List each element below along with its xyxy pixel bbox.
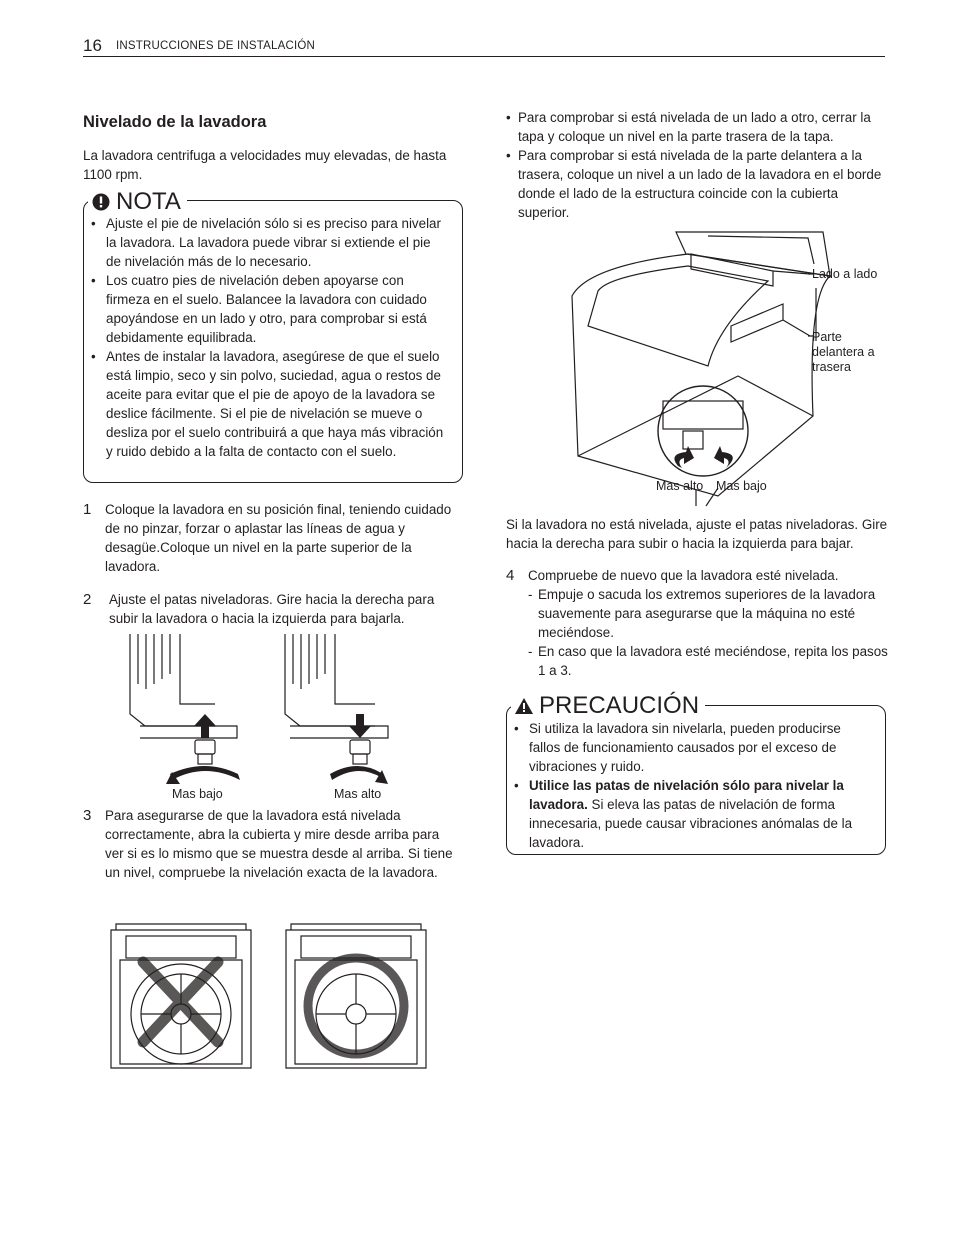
warning-triangle-icon bbox=[515, 698, 533, 714]
bullet-item: • Para comprobar si está nivelada de la parte delantera a la trasera, coloque un nivel a un lado de la lavadora en el borde donde el lado de la estructura coincide con la cubierta superior. bbox=[506, 146, 886, 222]
precaucion-box bbox=[506, 692, 886, 855]
step-text: Coloque la lavadora en su posición final, teniendo cuidado de no pinzar, forzar o aplastar las líneas de agua y desagüe.Coloque un nivel en la parte superior de la lavadora. bbox=[105, 502, 452, 574]
nota-item: • Ajuste el pie de nivelación sólo si es preciso para nivelar la lavadora. La lavadora puede vibrar si extiende el pie de nivelación más de lo necesario. bbox=[84, 214, 449, 271]
section-heading: Nivelado de la lavadora bbox=[83, 113, 267, 131]
label-side-to-side: Lado a lado bbox=[812, 267, 878, 281]
nota-item: • Los cuatro pies de nivelación deben apoyarse con firmeza en el suelo. Balancee la lavadora con cuidado apoyándose en un lado y otro, para comprobar si está debidamente equilibrada. bbox=[84, 271, 449, 347]
sub-item: - Empuje o sacuda los extremos superiores de la lavadora suavemente para asegurarse que la máquina no esté meciéndose. bbox=[528, 585, 888, 642]
step-number: 2 bbox=[83, 591, 92, 608]
step-number: 1 bbox=[83, 501, 92, 518]
drum-top-view-illustration bbox=[108, 922, 448, 1070]
label-lower: Mas bajo bbox=[716, 479, 767, 493]
nota-title: NOTA bbox=[88, 189, 187, 215]
page-header bbox=[83, 36, 885, 57]
nota-item: • Antes de instalar la lavadora, asegúrese de que el suelo está limpio, seco y sin polvo, suciedad, agua o restos de aceite para evitar que el pie de apoyo de la lavadora se deslice fácilmente. Si el pie de nivelación se mueve o desliza por el suelo contribuirá a que haya más vibración y ruido debido a la falta de contacto con el suelo. bbox=[84, 347, 449, 461]
step-text: Ajuste el patas niveladoras. Gire hacia la derecha para subir la lavadora o hacia la izquierda para bajarla. bbox=[109, 592, 435, 626]
sub-item: - En caso que la lavadora esté meciéndose, repita los pasos 1 a 3. bbox=[528, 642, 888, 680]
label-higher: Mas alto bbox=[656, 479, 704, 493]
step-number: 3 bbox=[83, 807, 92, 824]
section-title: INSTRUCCIONES DE INSTALACIÓN bbox=[116, 40, 315, 52]
adjust-text: Si la lavadora no está nivelada, ajuste el patas niveladoras. Gire hacia la derecha para subir o hacia la izquierda para bajar. bbox=[506, 517, 888, 551]
label-front-to-back: Parte delantera a trasera bbox=[812, 330, 875, 374]
step-text: Para asegurarse de que la lavadora está nivelada correctamente, abra la cubierta y mire desde arriba para ver si es lo mismo que se muestra desde al arriba. Si tiene un nivel, compruebe la nivelación exacta de la lavadora. bbox=[105, 808, 453, 880]
check-bullets bbox=[506, 108, 886, 222]
leveling-feet-illustration bbox=[120, 634, 400, 804]
nota-box bbox=[83, 188, 463, 483]
intro-text: La lavadora centrifuga a velocidades muy elevadas, de hasta 1100 rpm. bbox=[83, 148, 447, 182]
precaucion-title: PRECAUCIÓN bbox=[511, 693, 705, 719]
level-check-illustration bbox=[568, 226, 888, 512]
step-text: Compruebe de nuevo que la lavadora esté nivelada. bbox=[528, 568, 839, 583]
precaucion-emphasis: Utilice las patas de nivelación sólo para nivelar la lavadora. bbox=[529, 778, 844, 812]
bullet-item: • Para comprobar si está nivelada de un lado a otro, cerrar la tapa y coloque un nivel en la parte trasera de la tapa. bbox=[506, 108, 886, 146]
step-4-sublist bbox=[528, 585, 888, 680]
nota-list bbox=[84, 214, 449, 461]
step-number: 4 bbox=[506, 567, 515, 584]
page-number: 16 bbox=[83, 36, 102, 55]
label-lower: Mas bajo bbox=[172, 787, 223, 801]
precaucion-rest: Si eleva las patas de nivelación de forma innecesaria, puede causar vibraciones anómalas de la lavadora. bbox=[529, 797, 853, 850]
precaucion-list bbox=[507, 719, 872, 852]
label-higher: Mas alto bbox=[334, 787, 382, 801]
precaucion-item bbox=[507, 776, 872, 852]
warning-circle-icon bbox=[92, 193, 110, 211]
precaucion-item: • Si utiliza la lavadora sin nivelarla, pueden producirse fallos de funcionamiento causados por el exceso de vibraciones y ruido. bbox=[507, 719, 872, 776]
